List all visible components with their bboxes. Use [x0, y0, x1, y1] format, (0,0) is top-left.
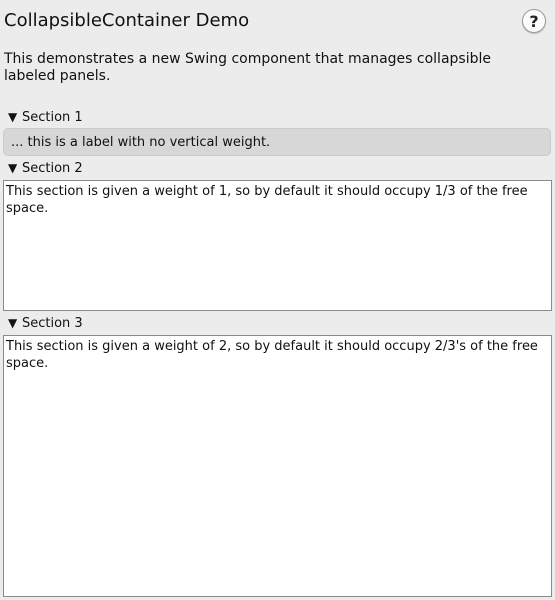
window-title: CollapsibleContainer Demo	[4, 10, 250, 31]
section-2-label: Section 2	[22, 160, 83, 176]
description-text: This demonstrates a new Swing component that manages collapsible labeled panels.	[4, 51, 491, 84]
section-2-text-area[interactable]: This section is given a weight of 1, so by default it should occupy 1/3 of the free space.	[3, 180, 552, 311]
triangle-down-icon[interactable]: ▼	[8, 110, 18, 124]
section-1-label: Section 1	[22, 109, 83, 125]
section-1-label-panel: ... this is a label with no vertical weight.	[3, 128, 551, 156]
section-3-header[interactable]	[8, 315, 83, 331]
section-3-label: Section 3	[22, 315, 83, 331]
section-1-header[interactable]	[8, 109, 83, 125]
section-3-text-area[interactable]: This section is given a weight of 2, so by default it should occupy 2/3's of the free space.	[3, 335, 552, 597]
help-button[interactable]	[522, 9, 546, 33]
section-2-header[interactable]	[8, 160, 83, 176]
triangle-down-icon[interactable]: ▼	[8, 316, 18, 330]
help-icon: ?	[529, 11, 539, 31]
triangle-down-icon[interactable]: ▼	[8, 161, 18, 175]
